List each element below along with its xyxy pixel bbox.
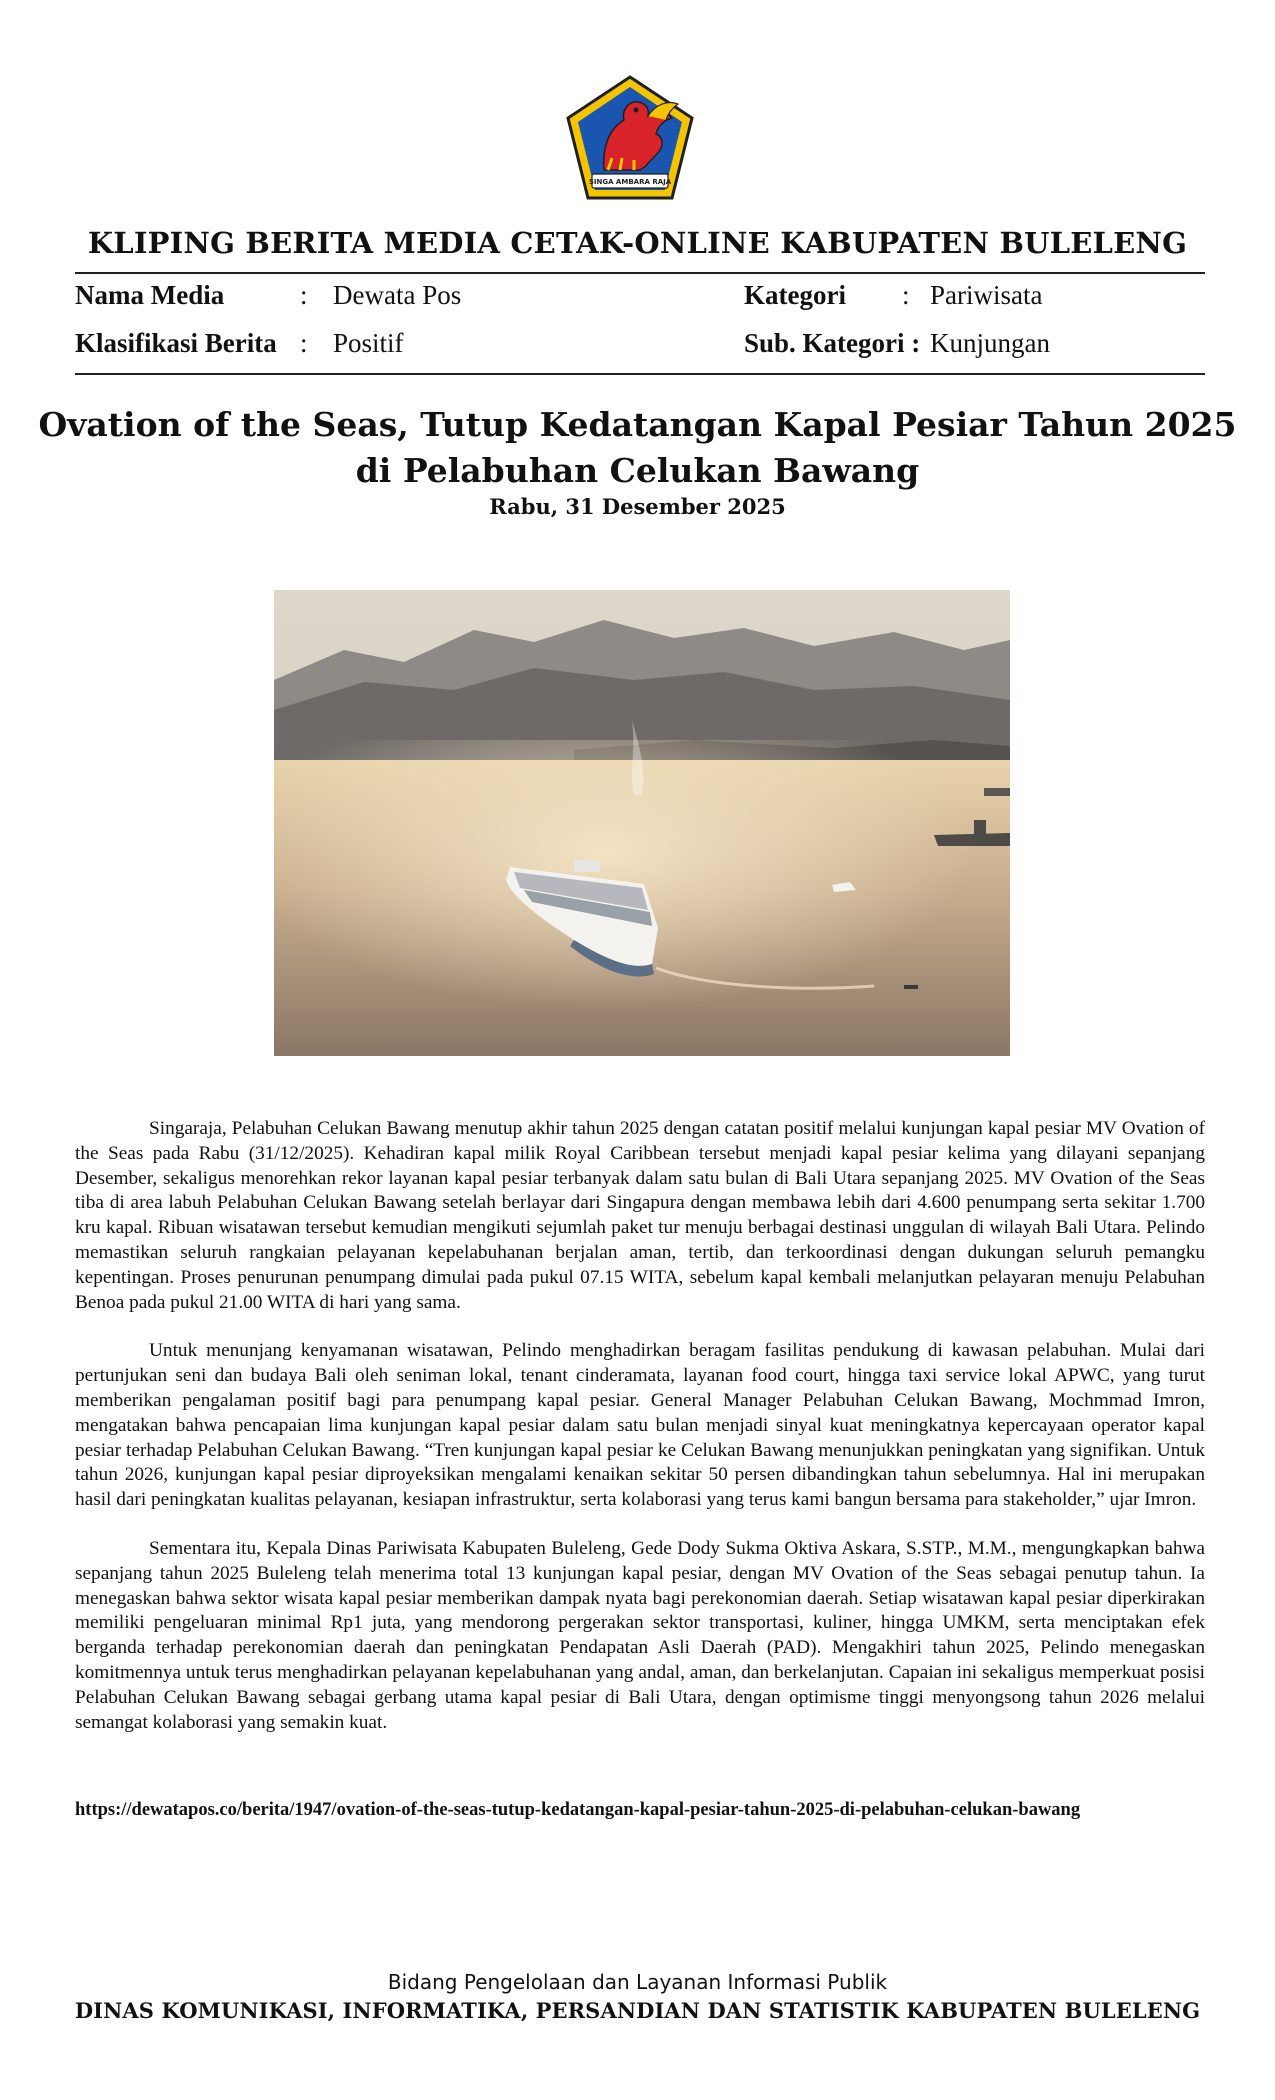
header-top-divider (75, 272, 1205, 274)
article-title-line-2: di Pelabuhan Celukan Bawang (355, 451, 920, 490)
category-colon: : (902, 280, 910, 310)
category-value: Pariwisata (930, 280, 1043, 310)
article-body (75, 1117, 1205, 1759)
media-name-label: Nama Media (75, 280, 225, 310)
clipping-header-title: KLIPING BERITA MEDIA CETAK-ONLINE KABUPATEN BULELENG (87, 226, 1188, 260)
subcategory-label: Sub. Kategori : (744, 328, 921, 358)
footer-unit-name: Bidang Pengelolaan dan Layanan Informasi Publik (387, 1970, 888, 1994)
cruise-ship-harbor-image (274, 590, 1010, 1056)
article-paragraph-1: Singaraja, Pelabuhan Celukan Bawang menutup akhir tahun 2025 dengan catatan positif melalui kunjungan kapal pesiar MV Ovation of the Seas pada Rabu (31/12/2025). Kehadiran kapal milik Royal Caribbean tersebut menjadi kapal pesiar kelima yang dilayani sepanjang Desember, sekaligus menorehkan rekor layanan kapal pesiar terbanyak dalam satu bulan di Bali Utara sepanjang 2025. MV Ovation of the Seas tiba di area labuh Pelabuhan Celukan Bawang setelah berlayar dari Singapura dengan membawa lebih dari 4.600 penumpang serta sekitar 1.700 kru kapal. Ribuan wisatawan tersebut kemudian mengikuti sejumlah paket tur menuju berbagai destinasi unggulan di wilayah Bali Utara. Pelindo memastikan seluruh rangkaian pelayanan kepelabuhanan berjalan aman, tertib, dan terkoordinasi dengan dukungan seluruh pemangku kepentingan. Proses penurunan penumpang dimulai pada pukul 07.15 WITA, sebelum kapal kembali melanjutkan pelayaran menuju Pelabuhan Benoa pada pukul 21.00 WITA di hari yang sama. (75, 1118, 1205, 1313)
classification-value: Positif (333, 328, 404, 358)
subcategory-row (744, 328, 1204, 359)
lion-crest-icon (564, 74, 696, 202)
buleleng-regency-logo (564, 74, 696, 202)
logo-motto: SINGA AMBARA RAJA (588, 178, 672, 186)
cruise-ship-photo (274, 590, 1010, 1056)
article-paragraph-3: Sementara itu, Kepala Dinas Pariwisata Kabupaten Buleleng, Gede Dody Sukma Oktiva Askara, S.STP., M.M., mengungkapkan bahwa sepanjang tahun 2025 Buleleng telah menerima total 13 kunjungan kapal pesiar, dengan MV Ovation of the Seas sebagai penutup tahun. Ia menegaskan bahwa sektor wisata kapal pesiar memberikan dampak nyata bagi perekonomian daerah. Setiap wisatawan kapal pesiar diperkirakan memiliki pengeluaran minimal Rp1 juta, yang mendorong pergerakan sektor transportasi, kuliner, hingga UMKM, serta menciptakan efek berganda terhadap perekonomian daerah dan peningkatan Pendapatan Asli Daerah (PAD). Mengakhiri tahun 2025, Pelindo menegaskan komitmennya untuk terus menghadirkan pelayanan kepelabuhanan yang andal, aman, dan berkelanjutan. Capaian ini sekaligus memperkuat posisi Pelabuhan Celukan Bawang sebagai gerbang utama kapal pesiar di Bali Utara, dengan optimisme tinggi menyongsong tahun 2026 melalui semangat kolaborasi yang semakin kuat. (75, 1537, 1205, 1733)
footer-agency-name: DINAS KOMUNIKASI, INFORMATIKA, PERSANDIAN DAN STATISTIK KABUPATEN BULELENG (74, 1998, 1201, 2023)
category-label: Kategori (744, 280, 846, 310)
article-title (0, 402, 1275, 494)
source-url-link[interactable]: https://dewatapos.co/berita/1947/ovation-of-the-seas-tutup-kedatangan-kapal-pesiar-tahun-2025-di-pelabuhan-celukan-bawang (75, 1800, 1081, 1820)
classification-label: Klasifikasi Berita (75, 328, 277, 358)
media-name-row (75, 280, 575, 311)
header-bottom-divider (75, 373, 1205, 375)
media-name-value: Dewata Pos (333, 280, 462, 310)
media-name-colon: : (300, 280, 308, 310)
category-row (744, 280, 1204, 311)
subcategory-value: Kunjungan (930, 328, 1050, 358)
article-date: Rabu, 31 Desember 2025 (489, 494, 786, 519)
article-paragraph-2: Untuk menunjang kenyamanan wisatawan, Pelindo menghadirkan beragam fasilitas pendukung di kawasan pelabuhan. Mulai dari pertunjukan seni dan budaya Bali oleh seniman lokal, tenant cinderamata, layanan food court, hingga taxi service lokal APWC, yang turut memberikan pengalaman positif bagi para penumpang kapal pesiar. General Manager Pelabuhan Celukan Bawang, Mochmmad Imron, mengatakan bahwa pencapaian lima kunjungan kapal pesiar dalam satu bulan menjadi sinyal kuat meningkatnya kepercayaan operator kapal pesiar terhadap Pelabuhan Celukan Bawang. “Tren kunjungan kapal pesiar ke Celukan Bawang menunjukkan peningkatan yang signifikan. Untuk tahun 2026, kunjungan kapal pesiar diproyeksikan mengalami kenaikan sekitar 50 persen dibandingkan tahun sebelumnya. Hal ini merupakan hasil dari peningkatan kualitas pelayanan, kesiapan infrastruktur, serta kolaborasi yang terus kami bangun bersama para stakeholder,” ujar Imron. (75, 1340, 1205, 1511)
classification-row (75, 328, 575, 359)
article-title-line-1: Ovation of the Seas, Tutup Kedatangan Kapal Pesiar Tahun 2025 (38, 405, 1237, 444)
classification-colon: : (300, 328, 308, 358)
